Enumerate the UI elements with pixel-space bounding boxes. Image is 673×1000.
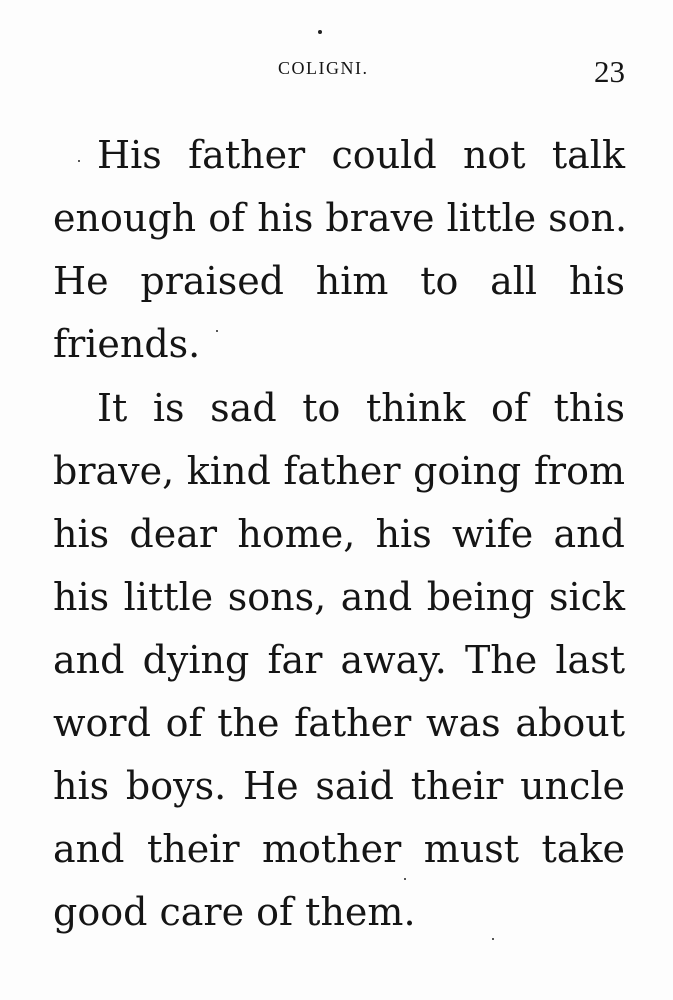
text-line: enough of his brave little son. — [53, 196, 628, 240]
text-line: friends. — [53, 322, 201, 366]
text-line: his little sons, and being sick — [53, 575, 625, 619]
text-line: good care of them. — [53, 890, 416, 934]
text-line: his boys. He said their uncle — [53, 764, 625, 808]
text-line: His father could not talk — [97, 133, 625, 177]
text-line: his dear home, his wife and — [53, 512, 625, 556]
print-speck — [404, 878, 406, 880]
print-speck — [318, 30, 322, 34]
text-line: He praised him to all his — [53, 259, 625, 303]
text-line: and dying far away. The last — [53, 638, 625, 682]
print-speck — [492, 938, 494, 940]
page-number: 23 — [594, 54, 625, 89]
text-line: It is sad to think of this — [97, 386, 625, 430]
text-line: brave, kind father going from — [53, 449, 625, 493]
text-line: word of the father was about — [53, 701, 625, 745]
print-speck — [78, 160, 80, 162]
running-head-title: COLIGNI. — [278, 58, 369, 78]
print-speck — [216, 330, 218, 332]
text-line: and their mother must take — [53, 827, 625, 871]
